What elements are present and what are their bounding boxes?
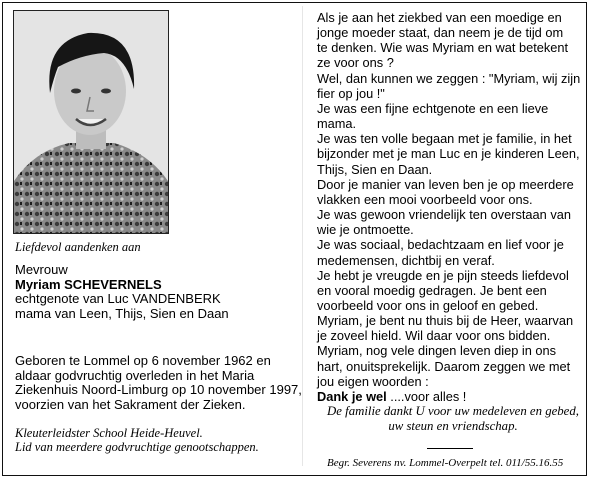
name-line: Myriam SCHEVERNELS (15, 276, 162, 292)
text-line: en vooral moedig gedragen. Je bent een (317, 282, 547, 298)
text-line: jou eigen woorden : (317, 373, 429, 389)
text-line: Je was sociaal, bedachtzaam en lief voor je (317, 237, 564, 253)
text-line: Myriam, nog vele dingen leven diep in ons (317, 343, 557, 359)
roles-list (15, 426, 259, 454)
biography (15, 354, 302, 412)
name-line: Mevrouw (15, 262, 68, 277)
text-line: mama. (317, 116, 357, 132)
role-line: Lid van meerdere godvruchtige genootschappen. (15, 440, 259, 454)
name-line: echtgenote van Luc VANDENBERK (15, 291, 221, 307)
fold-line (302, 6, 303, 466)
thanks-line: uw steun en vriendschap. (388, 419, 518, 433)
text-line: Je was een fijne echtgenote en een lieve (317, 100, 549, 116)
text-line: ze voor ons ? (317, 55, 394, 71)
text-line: voorbeeld voor ons in geloof en gebed. (317, 297, 539, 313)
family-thanks (320, 404, 586, 434)
text-line: Je was gewoon vriendelijk ten overstaan van (317, 207, 571, 223)
bio-line: voorzien van het Sakrament der Zieken. (15, 396, 246, 412)
text-line: wie je ontmoette. (317, 222, 414, 238)
text-line: bijzonder met je man Luc en je kinderen Leen, (317, 146, 580, 162)
text-line: Je hebt je vreugde en je pijn steeds liefdevol (317, 267, 569, 283)
text-line: fier op jou !" (317, 85, 385, 101)
remembrance-intro: Liefdevol aandenken aan (15, 240, 141, 254)
role-line: Kleuterleidster School Heide-Heuvel. (15, 426, 203, 440)
text-line: Je was ten volle begaan met je familie, in het (317, 131, 572, 147)
text-line: Myriam, je bent nu thuis bij de Heer, waarvan (317, 313, 574, 329)
name-block (15, 263, 229, 321)
text-line: Door je manier van leven ben je op meerdere (317, 176, 574, 192)
text-line: Als je aan het ziekbed van een moedige en (317, 10, 562, 25)
text-line: Thijs, Sien en Daan. (317, 161, 433, 177)
memorial-text (317, 10, 587, 404)
text-line: jonge moeder staat, dan neem je de tijd om (317, 25, 564, 41)
separator-rule (427, 448, 473, 449)
name-line: mama van Leen, Thijs, Sien en Daan (15, 305, 229, 321)
text-line: vlakken een mooi voorbeeld voor ons. (317, 191, 533, 207)
text-line: te denken. Wie was Myriam en wat betekent (317, 40, 569, 56)
printer-credit: Begr. Severens nv. Lommel-Overpelt tel. 011/55.16.55 (327, 457, 564, 469)
bio-line: Ziekenhuis Noord-Limburg op 10 november 1997, (15, 382, 302, 398)
closing-rest: ....voor alles ! (386, 388, 467, 404)
text-line: Wel, dan kunnen we zeggen : "Myriam, wij zijn (317, 70, 581, 86)
closing-line (317, 389, 587, 404)
bio-line: aldaar godvruchtig overleden in het Maria (15, 367, 255, 383)
text-line: je zoveel hield. Wil daar voor ons bidden. (317, 328, 551, 344)
thanks-line: De familie dankt U voor uw medeleven en gebed, (327, 404, 579, 418)
closing-bold: Dank je wel (317, 388, 387, 404)
bio-line: Geboren te Lommel op 6 november 1962 en (15, 353, 271, 368)
text-line: medemensen, dichtbij en veraf. (317, 252, 495, 268)
text-line: hart, onuitsprekelijk. Daarom zeggen we met (317, 358, 571, 374)
portrait-photo (13, 10, 169, 234)
